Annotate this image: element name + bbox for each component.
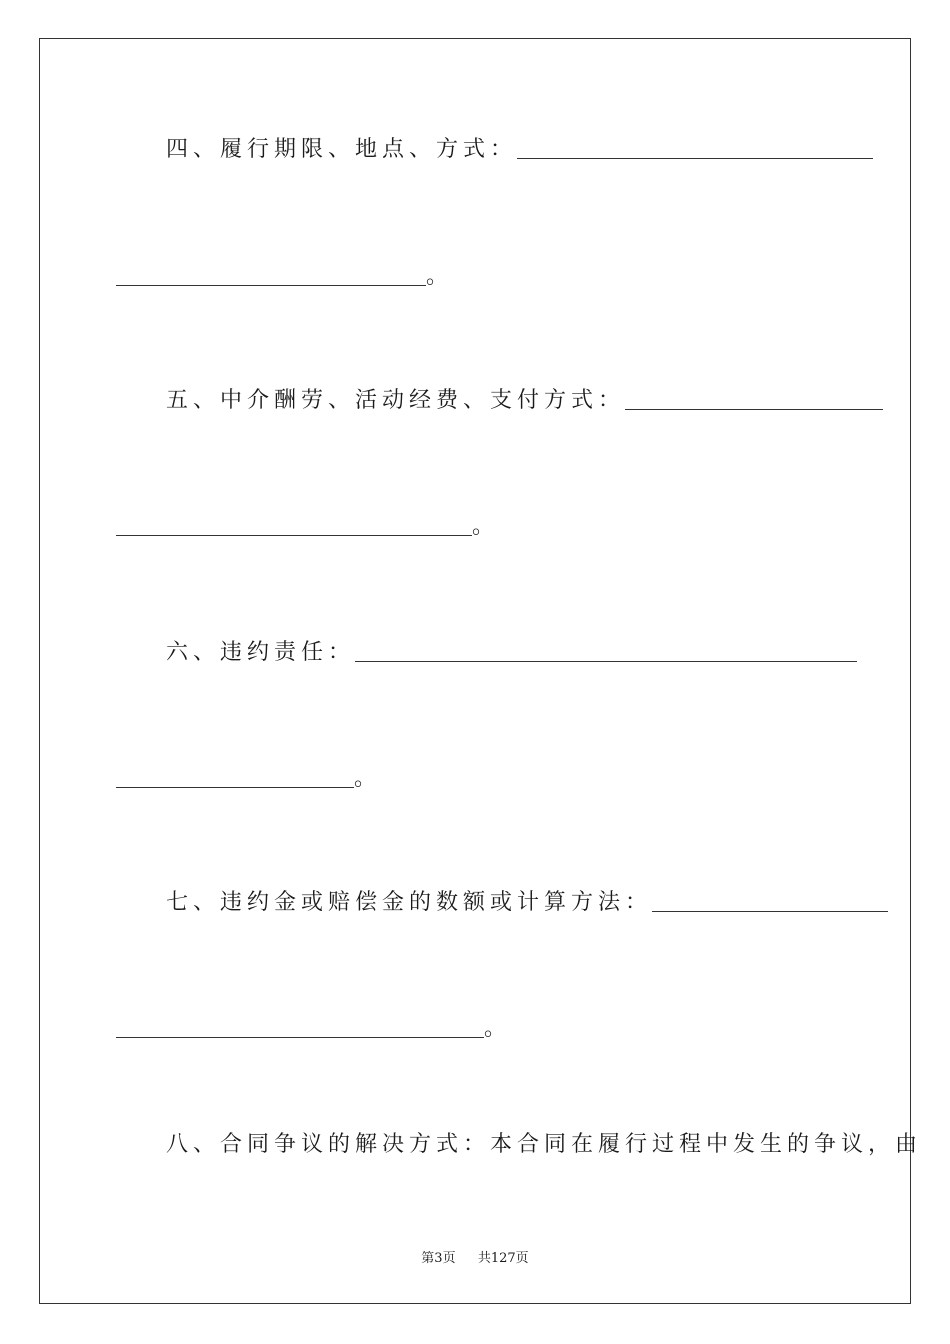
clause-6-end: 。 bbox=[354, 766, 377, 791]
page-total: 共127页 bbox=[477, 1251, 529, 1266]
clause-7-continuation bbox=[116, 1014, 506, 1044]
clause-7-blank[interactable] bbox=[652, 889, 888, 912]
page-border bbox=[39, 38, 911, 1304]
clause-5-blank-2[interactable] bbox=[116, 513, 472, 536]
clause-6-continuation bbox=[116, 764, 376, 794]
clause-6-label: 六、违约责任： bbox=[166, 640, 356, 665]
clause-8-text: 八、合同争议的解决方式：本合同在履行过程中发生的争议，由 bbox=[166, 1132, 923, 1157]
clause-5-line bbox=[166, 386, 883, 416]
clause-7-blank-2[interactable] bbox=[116, 1015, 484, 1038]
clause-4-label: 四、履行期限、地点、方式： bbox=[166, 137, 518, 162]
clause-4-end: 。 bbox=[426, 264, 449, 289]
clause-5-end: 。 bbox=[472, 514, 495, 539]
clause-7-end: 。 bbox=[484, 1016, 507, 1041]
clause-4-blank-2[interactable] bbox=[116, 263, 426, 286]
clause-5-continuation bbox=[116, 512, 494, 542]
clause-4-continuation bbox=[116, 262, 448, 292]
clause-7-line bbox=[166, 888, 888, 918]
clause-4-blank[interactable] bbox=[517, 136, 873, 159]
page-footer bbox=[0, 1247, 950, 1266]
clause-5-label: 五、中介酬劳、活动经费、支付方式： bbox=[166, 388, 626, 413]
clause-6-blank[interactable] bbox=[355, 639, 857, 662]
page-number: 第3页 bbox=[421, 1251, 456, 1266]
clause-6-line bbox=[166, 638, 857, 668]
clause-4-line bbox=[166, 135, 873, 165]
clause-7-label: 七、违约金或赔偿金的数额或计算方法： bbox=[166, 890, 653, 915]
clause-5-blank[interactable] bbox=[625, 387, 883, 410]
clause-6-blank-2[interactable] bbox=[116, 765, 354, 788]
clause-8-line bbox=[166, 1130, 922, 1160]
